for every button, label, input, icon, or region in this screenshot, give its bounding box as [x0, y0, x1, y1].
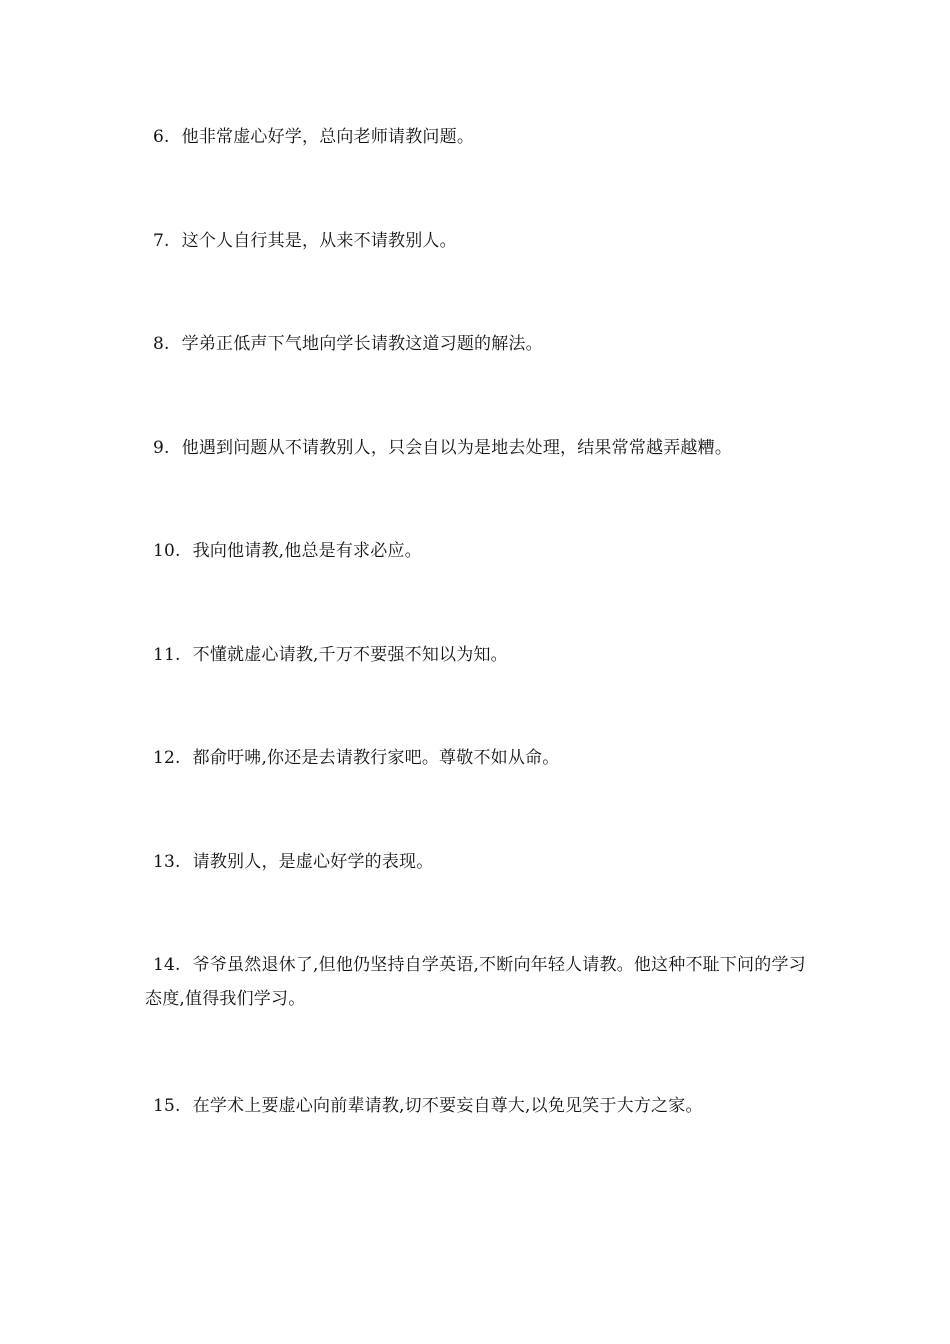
- item-text: 这个人自行其是，从来不请教别人。: [181, 231, 457, 251]
- list-item: [145, 1089, 810, 1123]
- list-item: [145, 431, 810, 465]
- item-text: 爷爷虽然退休了,但他仍坚持自学英语,不断向年轻人请教。他这种不耻下问的学习态度,值得我们学习。: [145, 955, 806, 1009]
- list-item: [145, 120, 810, 154]
- item-text: 都俞吁咈,你还是去请教行家吧。尊敬不如从命。: [192, 748, 560, 768]
- item-number: 6.: [153, 127, 170, 147]
- item-text: 在学术上要虚心向前辈请教,切不要妄自尊大,以免见笑于大方之家。: [192, 1096, 703, 1116]
- list-item: [145, 224, 810, 258]
- item-text: 学弟正低声下气地向学长请教这道习题的解法。: [181, 334, 543, 354]
- item-number: 9.: [153, 438, 170, 458]
- list-item: [145, 638, 810, 672]
- list-item: [145, 845, 810, 879]
- item-number: 14.: [153, 955, 181, 975]
- list-item: [145, 741, 810, 775]
- list-item: [145, 534, 810, 568]
- item-number: 11.: [153, 645, 181, 665]
- item-number: 13.: [153, 852, 181, 872]
- item-text: 他遇到问题从不请教别人，只会自以为是地去处理，结果常常越弄越糟。: [181, 438, 733, 458]
- list-item: [145, 948, 810, 1016]
- item-text: 不懂就虚心请教,千万不要强不知以为知。: [192, 645, 508, 665]
- item-number: 15.: [153, 1096, 181, 1116]
- list-item: [145, 327, 810, 361]
- item-number: 10.: [153, 541, 181, 561]
- item-number: 7.: [153, 231, 170, 251]
- item-number: 8.: [153, 334, 170, 354]
- item-text: 请教别人，是虚心好学的表现。: [192, 852, 434, 872]
- item-text: 他非常虚心好学，总向老师请教问题。: [181, 127, 475, 147]
- item-number: 12.: [153, 748, 181, 768]
- item-text: 我向他请教,他总是有求必应。: [192, 541, 422, 561]
